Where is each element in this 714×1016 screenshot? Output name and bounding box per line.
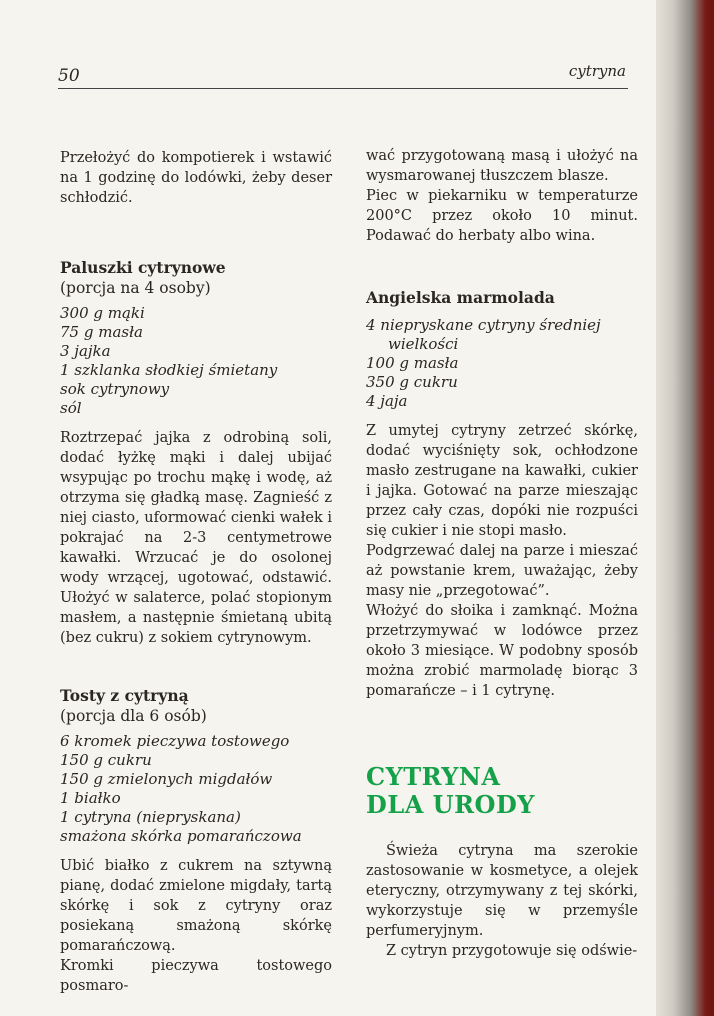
- recipe-serving: (porcja dla 6 osób): [60, 707, 207, 725]
- ingredient: 1 białko: [60, 789, 121, 807]
- intro-paragraph: Przełożyć do kompotierek i wstawić na 1 godzinę do lodówki, żeby deser schłodzić.: [60, 150, 332, 206]
- section-heading: [366, 763, 638, 819]
- ingredient: 3 jajka: [60, 342, 111, 360]
- recipe-title-marmolada: Angielska marmolada: [366, 288, 555, 307]
- page-number: 50: [58, 66, 80, 86]
- recipe-method: Podgrzewać dalej na parze i mieszać aż powstanie krem, uważając, żeby masy nie „przegotować”.: [366, 543, 638, 599]
- section-heading-line: CYTRYNA: [366, 762, 501, 791]
- recipe-serving: (porcja na 4 osoby): [60, 279, 211, 297]
- ingredient: 4 jaja: [366, 392, 408, 410]
- ingredient-list: [366, 316, 638, 411]
- section-heading-line: DLA URODY: [366, 790, 535, 819]
- recipe-method: Z umytej cytryny zetrzeć skórkę, dodać wyciśnięty sok, ochłodzone masło zestrugane na kawałki, cukier i jajka. Gotować na parze mieszając przez cały czas, dopóki nie rozpuści się cukier i nie stopi masło.: [366, 423, 638, 539]
- ingredient-list: [60, 732, 332, 846]
- continued-paragraph: wać przygotowaną masą i ułożyć na wysmarowanej tłuszczem blasze.: [366, 148, 638, 184]
- beauty-paragraph: Z cytryn przygotowuje się odświe-: [386, 943, 638, 959]
- ingredient: sok cytrynowy: [60, 380, 170, 398]
- recipe-title-paluszki: Paluszki cytrynowe: [60, 258, 226, 277]
- running-head: cytryna: [568, 62, 626, 80]
- recipe-method: Roztrzepać jajka z odrobiną soli, dodać łyżkę mąki i dalej ubijać wsypując po trochu mąkę i wodę, aż otrzyma się gładką masę. Zagnieść z niej ciasto, uformować cienki wałek i pokrajać na 2-3 centymetrowe kawałki. Wrzucać je do osolonej wody wrzącej, ugotować, odstawić. Ułożyć w salaterce, polać stopionym masłem, a następnie śmietaną ubitą (bez cukru) z sokiem cytrynowym.: [60, 430, 332, 646]
- right-column: [366, 146, 638, 961]
- book-spine: [656, 0, 714, 1016]
- recipe-title-tosty: Tosty z cytryną: [60, 686, 189, 705]
- ingredient: 4 niepryskane cytryny średniej: [366, 316, 601, 334]
- ingredient: 350 g cukru: [366, 373, 458, 391]
- recipe-method: Włożyć do słoika i zamknąć. Można przetrzymywać w lodówce przez około 3 miesiące. W podobny sposób można zrobić marmoladę biorąc 3 pomarańcze – i 1 cytrynę.: [366, 603, 638, 699]
- ingredient: sól: [60, 399, 82, 417]
- recipe-method-continued: Kromki pieczywa tostowego posmaro-: [60, 958, 332, 994]
- ingredient: 150 g zmielonych migdałów: [60, 770, 273, 788]
- beauty-paragraph: Świeża cytryna ma szerokie zastosowanie w kosmetyce, a olejek eteryczny, otrzymywany z tej skórki, wykorzystuje się w przemyśle perfumeryjnym.: [366, 843, 638, 939]
- ingredient: 300 g mąki: [60, 304, 145, 322]
- ingredient: 1 cytryna (niepryskana): [60, 808, 241, 826]
- ingredient-list: [60, 304, 332, 418]
- ingredient-continued: wielkości: [388, 335, 459, 353]
- ingredient: 6 kromek pieczywa tostowego: [60, 732, 290, 750]
- continued-paragraph: Piec w piekarniku w temperaturze 200°C przez około 10 minut. Podawać do herbaty albo wina.: [366, 188, 638, 244]
- ingredient: 100 g masła: [366, 354, 459, 372]
- header-rule: [58, 88, 628, 89]
- left-column: [60, 148, 332, 996]
- ingredient: 150 g cukru: [60, 751, 152, 769]
- ingredient: 1 szklanka słodkiej śmietany: [60, 361, 278, 379]
- ingredient: smażona skórka pomarańczowa: [60, 827, 302, 845]
- recipe-method: Ubić białko z cukrem na sztywną pianę, dodać zmielone migdały, tartą skórkę i sok z cytryny oraz posiekaną smażoną skórkę pomarańczową.: [60, 858, 332, 954]
- ingredient: 75 g masła: [60, 323, 143, 341]
